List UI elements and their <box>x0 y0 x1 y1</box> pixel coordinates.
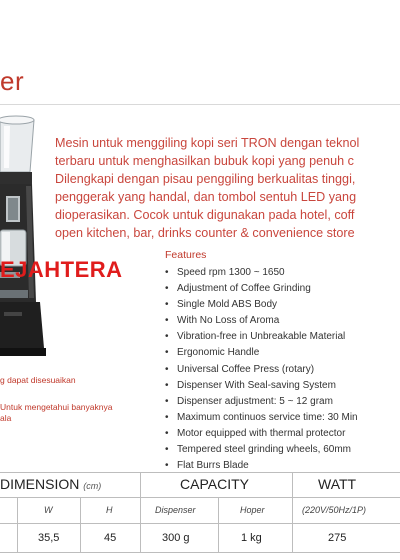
hoper-column-label: Hoper <box>240 505 265 515</box>
feature-item: • Dispenser adjustment: 5 ~ 12 gram <box>165 395 333 407</box>
capacity-header: CAPACITY <box>180 476 249 492</box>
feature-item: • Tempered steel grinding wheels, 60mm <box>165 444 351 456</box>
feature-item: • With No Loss of Aroma <box>165 315 280 327</box>
dimension-label: DIMENSION <box>0 476 80 492</box>
feature-text: Tempered steel grinding wheels, 60mm <box>177 444 351 456</box>
feature-text: Speed rpm 1300 ~ 1650 <box>177 267 285 278</box>
feature-text: Dispenser With Seal-saving System <box>177 379 336 391</box>
feature-item: • Single Mold ABS Body <box>165 299 278 311</box>
feature-text: Vibration-free in Unbreakable Material <box>177 331 346 343</box>
features-heading: Features <box>165 249 207 261</box>
spec-table-subheader <box>0 497 400 524</box>
spec-table-values <box>0 524 400 553</box>
dispenser-value: 300 g <box>162 532 190 544</box>
feature-text: Dispenser adjustment: 5 ~ 12 gram <box>177 395 333 407</box>
dispenser-column-label: Dispenser <box>155 505 196 515</box>
dimension-header <box>0 476 101 492</box>
width-column-label: W <box>44 505 53 515</box>
table-divider <box>140 472 141 552</box>
spec-table-header <box>0 472 400 498</box>
table-divider <box>17 497 18 552</box>
feature-text: Ergonomic Handle <box>177 347 260 359</box>
description-line: Mesin untuk menggiling kopi seri TRON dengan teknol <box>55 136 360 150</box>
feature-item: • Speed rpm 1300 ~ 1650 <box>165 267 285 278</box>
height-column-label: H <box>106 505 113 515</box>
table-divider <box>218 497 219 552</box>
feature-item: • Maximum continuos service time: 30 Min <box>165 411 358 423</box>
power-spec-label: (220V/50Hz/1P) <box>302 505 367 515</box>
feature-text: Universal Coffee Press (rotary) <box>177 363 315 375</box>
coffee-grinder-image <box>0 112 60 362</box>
dimension-unit: (cm) <box>83 481 102 491</box>
description-line: penggerak yang handal, dan tombol sentuh LED yang <box>55 190 357 204</box>
feature-text: Adjustment of Coffee Grinding <box>177 283 311 295</box>
description-line: terbaru untuk menghasilkan bubuk kopi yang penuh c <box>55 154 354 168</box>
feature-item: • Vibration-free in Unbreakable Material <box>165 331 346 343</box>
width-value: 35,5 <box>38 532 60 544</box>
hoper-value: 1 kg <box>241 532 262 544</box>
watt-value: 275 <box>328 532 347 544</box>
description-line: dioperasikan. Cocok untuk digunakan pada hotel, coff <box>55 208 355 222</box>
feature-text: Motor equipped with thermal protector <box>177 427 346 439</box>
description-line: Dilengkapi dengan pisau penggiling berkualitas tinggi, <box>55 172 356 186</box>
side-note: g dapat disesuaikan <box>0 375 76 385</box>
title-divider <box>0 104 400 105</box>
page-title: er <box>0 66 25 96</box>
watt-header: WATT <box>318 476 357 492</box>
features-list <box>165 265 358 474</box>
feature-item: • Flat Burrs Blade <box>165 460 249 472</box>
feature-item: • Universal Coffee Press (rotary) <box>165 363 315 375</box>
table-divider <box>80 497 81 552</box>
feature-text: With No Loss of Aroma <box>177 315 280 327</box>
description-line: open kitchen, bar, drinks counter & convenience store <box>55 226 355 240</box>
side-note: Untuk mengetahui banyaknya <box>0 402 113 412</box>
feature-item: • Motor equipped with thermal protector <box>165 427 346 439</box>
feature-text: Single Mold ABS Body <box>177 299 278 311</box>
feature-item: • Adjustment of Coffee Grinding <box>165 283 311 295</box>
side-note: ala <box>0 413 12 423</box>
feature-text: Maximum continuos service time: 30 Min <box>177 411 358 423</box>
product-description <box>55 134 400 242</box>
feature-item: • Dispenser With Seal-saving System <box>165 379 336 391</box>
feature-item: • Ergonomic Handle <box>165 347 260 359</box>
height-value: 45 <box>104 532 117 544</box>
feature-text: Flat Burrs Blade <box>177 460 249 472</box>
table-divider <box>292 472 293 552</box>
brand-watermark: EJAHTERA <box>0 257 123 282</box>
